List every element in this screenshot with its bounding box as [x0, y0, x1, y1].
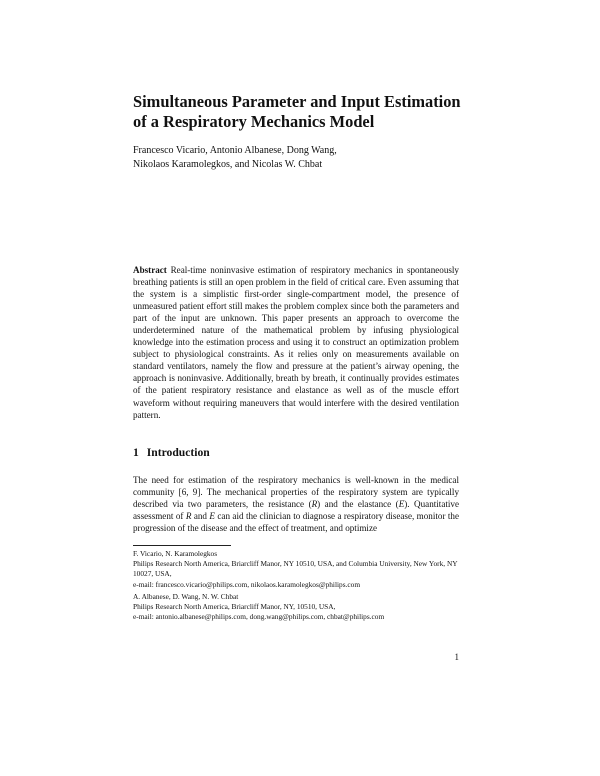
abstract-label: Abstract [133, 265, 167, 275]
symbol-resistance-2: R [185, 511, 192, 522]
authors-line-1: Francesco Vicario, Antonio Albanese, Dong Wang, [133, 145, 337, 156]
abstract-text: Real-time noninvasive estimation of respiratory mechanics in spontaneously breathing patients is still an open problem in the field of critical care. Even assuming that the system is a simplistic first-order single-compartment model, the presence of unmeasured patient effort still makes the problem complex since both the parameters and part of the input are unknown. This paper presents an approach to overcome the underdetermined nature of the mathematical problem by infusing physiological knowledge into the estimation process and using it to construct an optimization problem subject to physiological constraints. As it relies only on measurements available on standard ventilators, namely the flow and pressure at the patient’s airway opening, the approach is noninvasive. Additionally, breath by breath, it continually provides estimates of the patient respiratory resistance and elastance as well as of the muscle effort waveform without requiring maneuvers that would interfere with the desired ventilation pattern. [133, 265, 459, 420]
section-heading [133, 446, 459, 460]
symbol-resistance: R [311, 499, 318, 510]
abstract [133, 264, 459, 421]
intro-text-4: and [191, 511, 210, 522]
footnote-1-affiliation: Philips Research North America, Briarcliff Manor, NY 10510, USA, and Columbia University, New York, NY 10027, USA, [133, 559, 458, 579]
page-number: 1 [454, 652, 459, 662]
symbol-elastance: E [398, 499, 405, 510]
authors-line-2: Nikolaos Karamolegkos, and Nicolas W. Chbat [133, 158, 323, 170]
author-list [133, 144, 473, 171]
intro-text-5: can aid the clinician to diagnose a respiratory disease, monitor the progression of the disease and the effect of treatment, and optimize [133, 511, 459, 534]
paper-title [133, 92, 493, 132]
footnote-1-email: e-mail: francesco.vicario@philips.com, nikolaos.karamolegkos@philips.com [133, 579, 361, 589]
section-number: 1 [133, 446, 139, 459]
intro-text-1: The need for estimation of the respiratory mechanics is well-known in the medical community [6, 9]. The mechanical properties of the respiratory system are typically described via two parameters, the resistance ( [133, 475, 459, 510]
footnote-affiliation-2 [133, 592, 459, 623]
footnote-1-names: F. Vicario, N. Karamolegkos [133, 549, 218, 558]
intro-paragraph [133, 474, 459, 534]
intro-text-3: ). Quantitative assessment of [133, 499, 459, 522]
title-line-2: of a Respiratory Mechanics Model [133, 112, 375, 131]
footnote-divider [133, 545, 231, 546]
section-title: Introduction [146, 446, 210, 459]
symbol-elastance-2: E [209, 511, 215, 522]
footnote-affiliation-1 [133, 549, 459, 590]
footnote-2-affiliation: Philips Research North America, Briarcliff Manor, NY, 10510, USA, [133, 602, 336, 612]
footnote-2-email: e-mail: antonio.albanese@philips.com, dong.wang@philips.com, chbat@philips.com [133, 612, 385, 622]
footnote-2-names: A. Albanese, D. Wang, N. W. Chbat [133, 592, 239, 601]
intro-text-2: ) and the elastance ( [317, 499, 399, 510]
title-line-1: Simultaneous Parameter and Input Estimation [133, 92, 461, 111]
